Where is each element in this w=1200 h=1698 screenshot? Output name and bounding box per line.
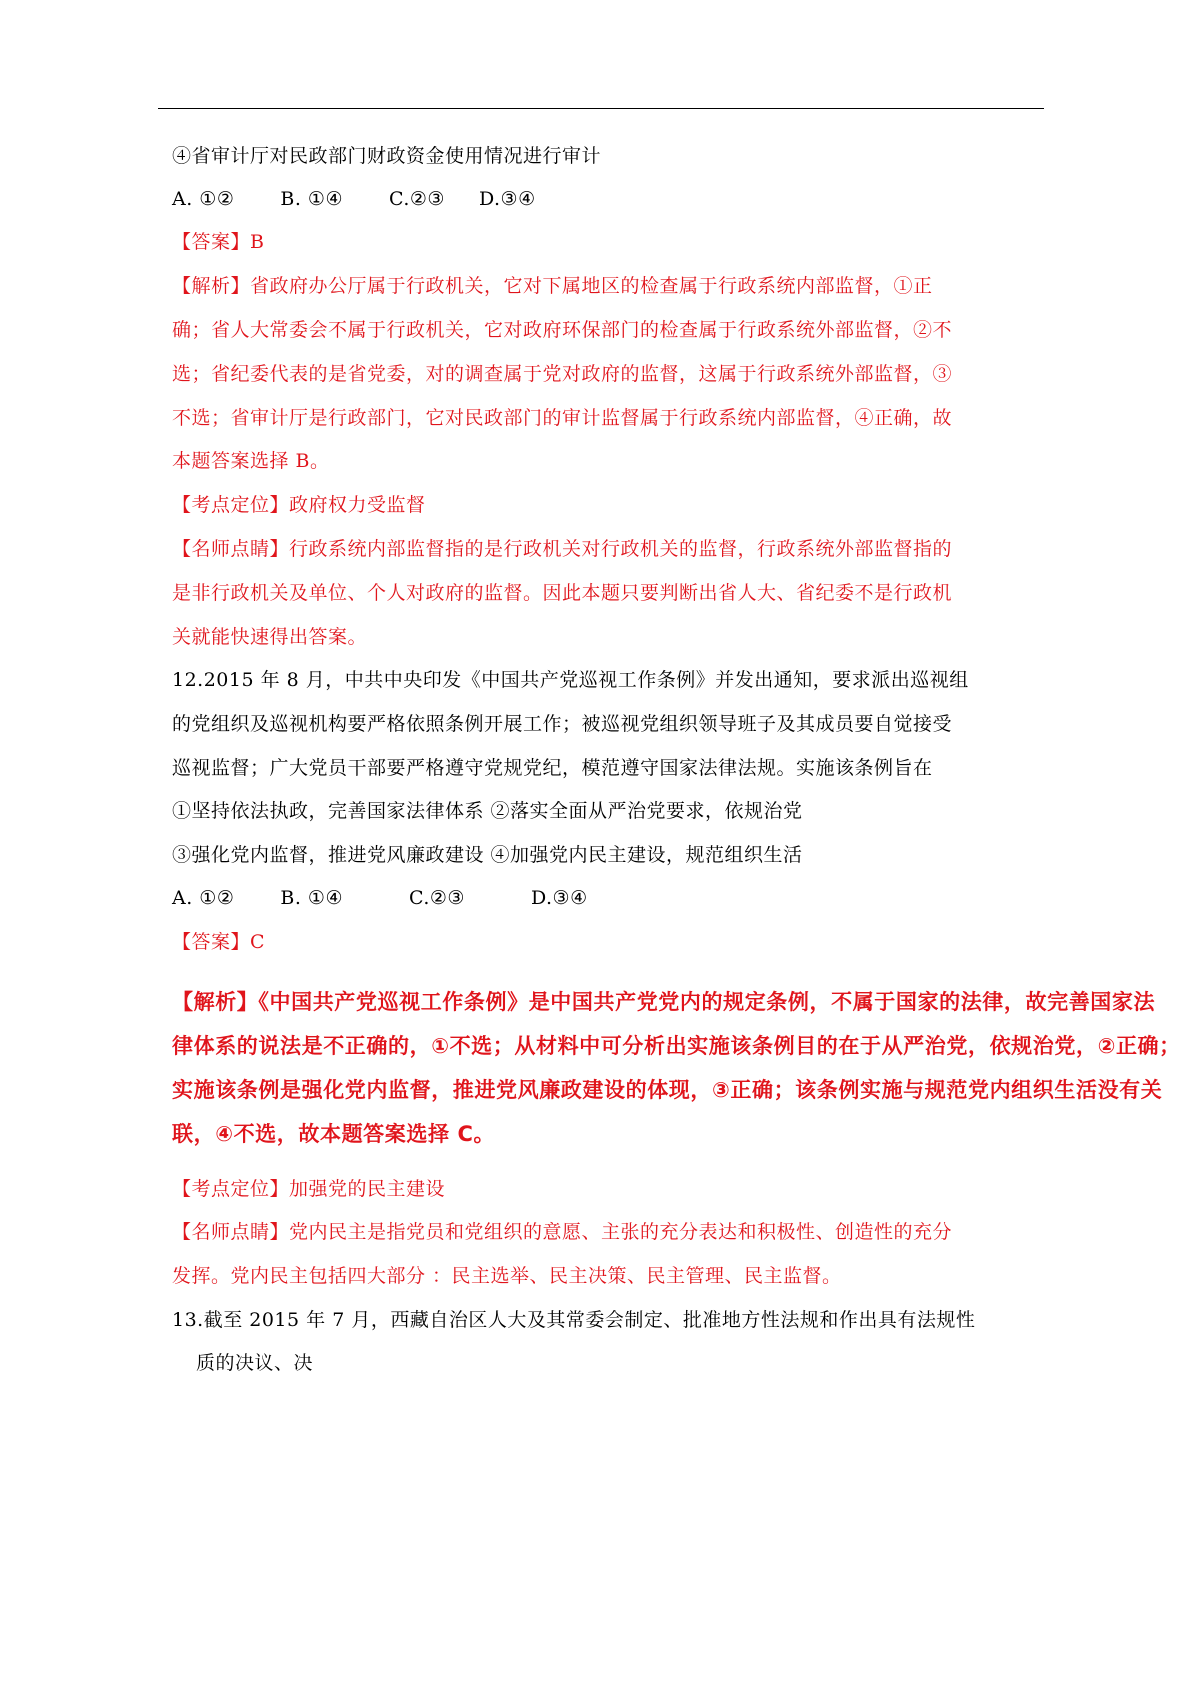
q11-tip-line: 【名师点睛】行政系统内部监督指的是行政机关对行政机关的监督，行政系统外部监督指的: [172, 538, 953, 560]
answer-tag: 【答案】: [172, 231, 251, 253]
option-a: A. ①②: [172, 887, 235, 909]
answer-value: C: [250, 931, 266, 953]
q11-tip-line: 是非行政机关及单位、个人对政府的监督。因此本题只要判断出省人大、省纪委不是行政机: [172, 582, 953, 604]
option-d: D.③④: [530, 887, 588, 909]
point-tag: 【考点定位】: [172, 494, 290, 516]
q12-analysis-line: 联，④不选，故本题答案选择 C。: [172, 1122, 496, 1146]
q12-tip-line: 【名师点睛】党内民主是指党员和党组织的意愿、主张的充分表达和积极性、创造性的充分: [172, 1221, 953, 1243]
option-b: B. ①④: [280, 887, 343, 909]
q12-tip-line: 发挥。党内民主包括四大部分 ：民主选举、民主决策、民主管理、民主监督。: [172, 1265, 842, 1287]
q11-analysis-line: 选；省纪委代表的是省党委，对的调查属于党对政府的监督，这属于行政系统外部监督，③: [172, 363, 953, 385]
q12-analysis-line: 实施该条例是强化党内监督，推进党风廉政建设的体现，③正确；该条例实施与规范党内组织生活没有关: [172, 1078, 1163, 1102]
option-c: C.②③: [388, 188, 445, 210]
q12-stem-line: 12.2015 年 8 月，中共中央印发《中国共产党巡视工作条例》并发出通知，要求派出巡视组: [172, 669, 969, 691]
q12-analysis-line: 【解析】《中国共产党巡视工作条例》是中国共产党党内的规定条例，不属于国家的法律，故完善国家法: [172, 990, 1156, 1014]
option-d: D.③④: [478, 188, 536, 210]
q11-item-4: ④省审计厅对民政部门财政资金使用情况进行审计: [172, 145, 602, 167]
header-rule: [158, 108, 1044, 109]
answer-value: B: [250, 231, 265, 253]
option-a: A. ①②: [172, 188, 235, 210]
tip-tag: 【名师点睛】: [172, 538, 290, 560]
q13-line: 质的决议、决: [196, 1352, 314, 1374]
q11-options: [172, 190, 536, 209]
q11-analysis-line: 本题答案选择 B。: [172, 450, 330, 472]
q11-answer: [172, 233, 264, 252]
q12-item-line: ③强化党内监督，推进党风廉政建设 ④加强党内民主建设，规范组织生活: [172, 844, 803, 866]
q11-analysis-line: 【解析】省政府办公厅属于行政机关，它对下属地区的检查属于行政系统内部监督，①正: [172, 275, 933, 297]
q11-analysis-line: 确；省人大常委会不属于行政机关，它对政府环保部门的检查属于行政系统外部监督，②不: [172, 319, 953, 341]
q11-tip-line: 关就能快速得出答案。: [172, 626, 368, 648]
q12-answer: [172, 933, 265, 952]
answer-tag: 【答案】: [172, 931, 251, 953]
q11-point: [172, 496, 426, 515]
q12-analysis-line: 律体系的说法是不正确的，①不选；从材料中可分析出实施该条例目的在于从严治党，依规治党，②正确；: [172, 1034, 1181, 1058]
q12-item-line: ①坚持依法执政，完善国家法律体系 ②落实全面从严治党要求，依规治党: [172, 800, 803, 822]
q12-point: [172, 1180, 445, 1199]
point-tag: 【考点定位】: [172, 1178, 290, 1200]
q12-options: [172, 889, 588, 908]
point-value: 加强党的民主建设: [289, 1178, 446, 1200]
point-value: 政府权力受监督: [289, 494, 426, 516]
q11-analysis-line: 不选；省审计厅是行政部门，它对民政部门的审计监督属于行政系统内部监督，④正确，故: [172, 407, 953, 429]
q13-line: 13.截至 2015 年 7 月，西藏自治区人大及其常委会制定、批准地方性法规和作出具有法规性: [172, 1309, 976, 1331]
tip-tag: 【名师点睛】: [172, 1221, 290, 1243]
analysis-tag: 【解析】: [172, 275, 251, 297]
q12-stem-line: 巡视监督；广大党员干部要严格遵守党规党纪，模范遵守国家法律法规。实施该条例旨在: [172, 757, 933, 779]
option-c: C.②③: [408, 887, 465, 909]
option-b: B. ①④: [280, 188, 343, 210]
q12-stem-line: 的党组织及巡视机构要严格依照条例开展工作；被巡视党组织领导班子及其成员要自觉接受: [172, 713, 953, 735]
